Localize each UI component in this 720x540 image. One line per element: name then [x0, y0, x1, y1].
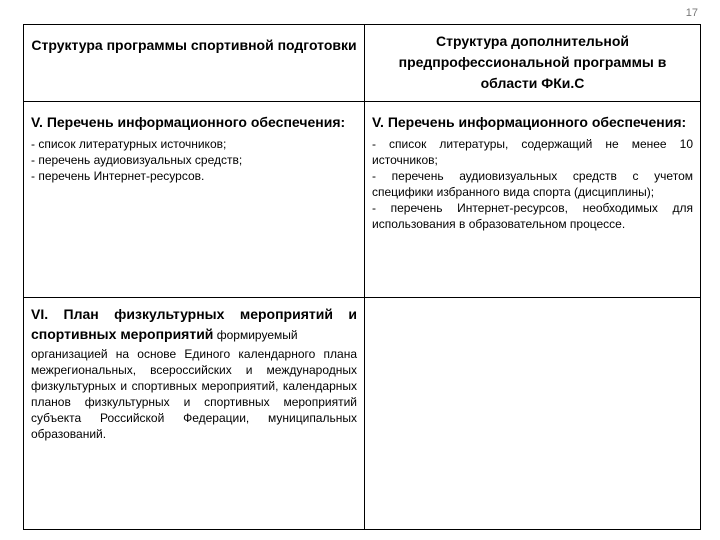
list-item: - перечень Интернет-ресурсов, необходимых для использования в образовательном процессе.: [372, 201, 693, 231]
section-5-left-cell: [24, 102, 365, 298]
section-5-right-cell: [365, 102, 701, 298]
section-5-right-title: V. Перечень информационного обеспечения:: [372, 114, 687, 130]
header-right-title: Структура дополнительной предпрофессиональной программы в области ФКи.С: [398, 33, 667, 91]
list-item: - перечень аудиовизуальных средств с учетом специфики избранного вида спорта (дисциплины);: [372, 169, 693, 199]
comparison-table: [23, 24, 701, 530]
section-6-left-cell: [24, 298, 365, 530]
list-item: - перечень аудиовизуальных средств;: [31, 153, 243, 167]
section-6-left-title: VI. План физкультурных мероприятий и спортивных мероприятий: [31, 306, 357, 342]
list-item: - список литературы, содержащий не менее 10 источников;: [372, 137, 693, 167]
list-item: - перечень Интернет-ресурсов.: [31, 169, 205, 183]
page-number: 17: [685, 7, 698, 19]
section-6-left-body: организацией на основе Единого календарного плана межрегиональных, всероссийских и международных физкультурных и спортивных мероприятий, календарных планов физкультурных и спортивных мероприятий субъекта Российской Федерации, муниципальных образований.: [31, 347, 357, 441]
header-right-cell: [365, 25, 701, 102]
section-5-left-list: [31, 136, 357, 184]
list-item: - список литературных источников;: [31, 137, 227, 151]
section-6-left-title-tail: формируемый: [213, 328, 298, 342]
section-5-left-title: V. Перечень информационного обеспечения:: [31, 114, 346, 130]
header-left-cell: [24, 25, 365, 102]
section-5-right-list: [372, 136, 693, 232]
header-row: [24, 25, 701, 102]
section-6-right-cell: [365, 298, 701, 530]
section-6-left-title-block: [31, 304, 357, 345]
header-left-title: Структура программы спортивной подготовки: [31, 37, 357, 53]
section-5-row: [24, 102, 701, 298]
section-6-row: [24, 298, 701, 530]
